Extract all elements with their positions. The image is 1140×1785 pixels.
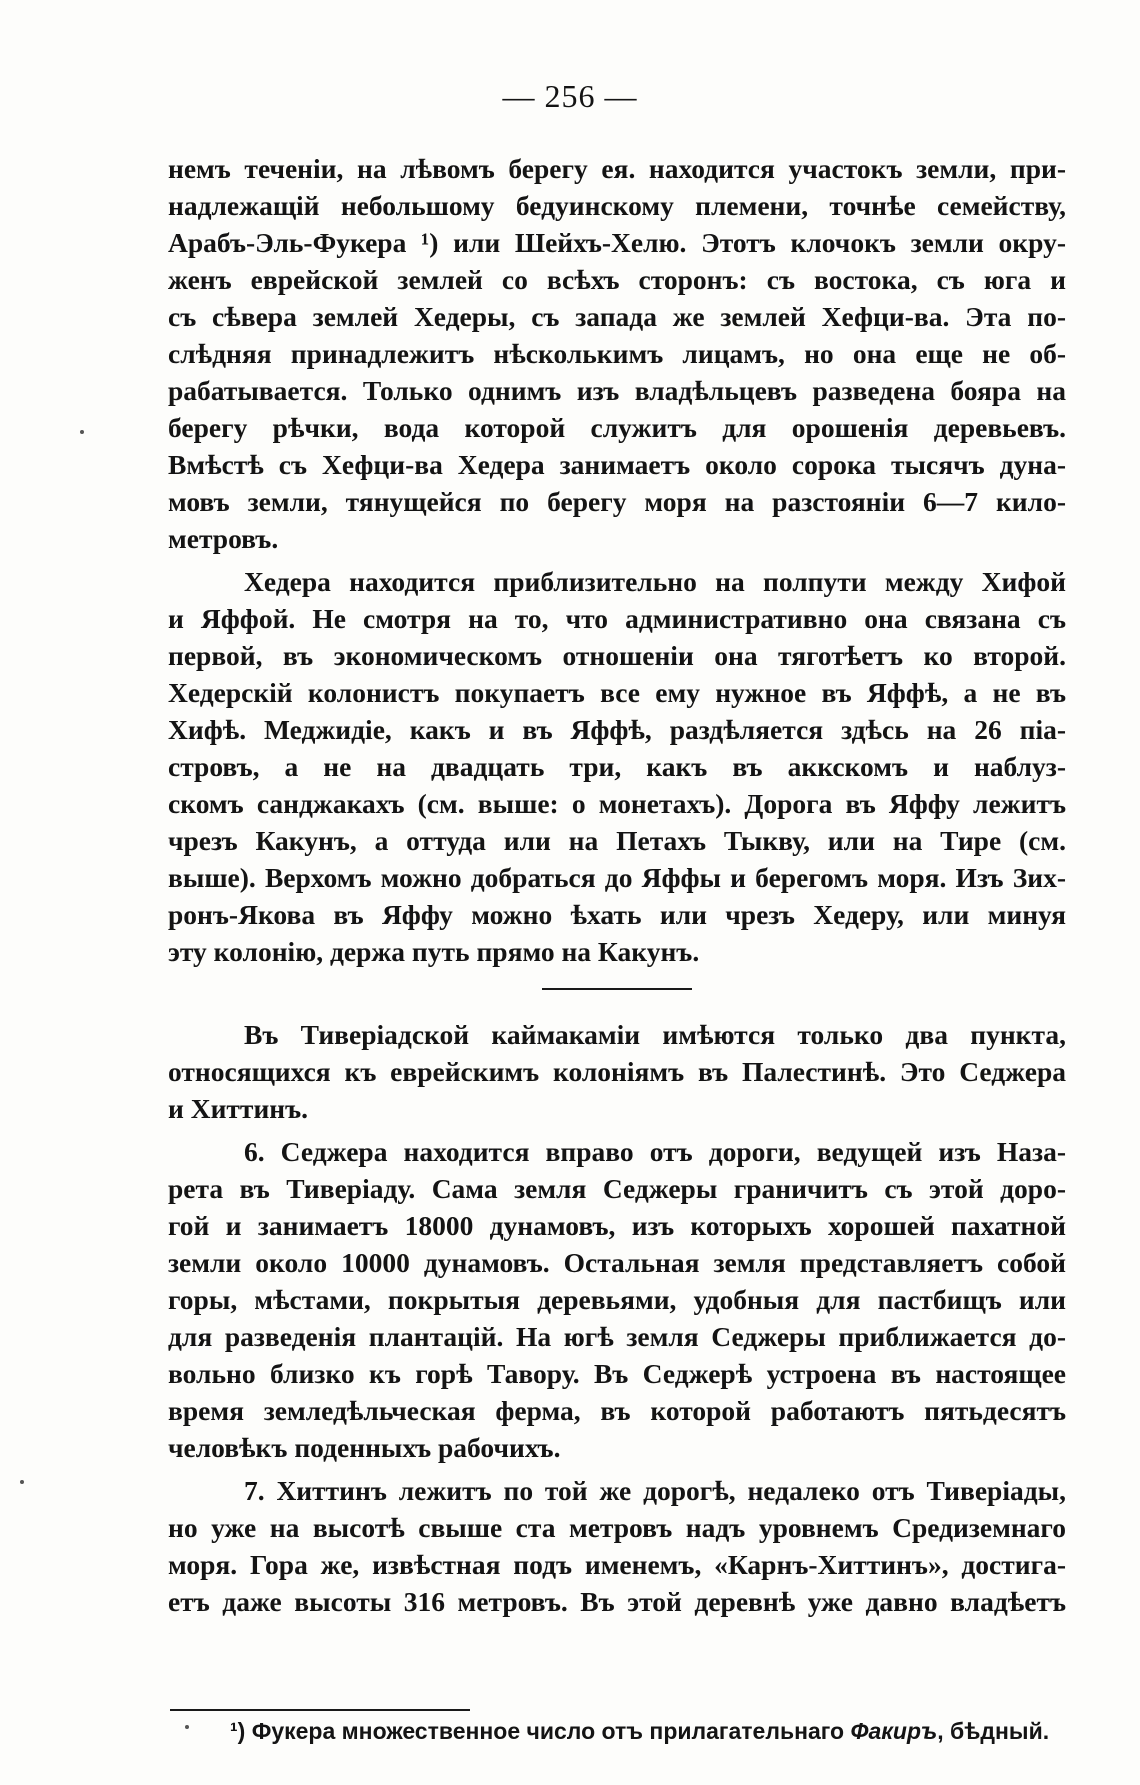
paragraph-2 [168, 563, 1066, 970]
text-line: для разведенiя плантацiй. На югѣ земля Седжеры приближается до- [168, 1321, 1066, 1352]
text-line: рета въ Тиверiаду. Сама земля Седжеры граничитъ съ этой доро- [168, 1173, 1066, 1204]
text-line: земли около 10000 дунамовъ. Остальная земля представляетъ собой [168, 1247, 1066, 1278]
section-separator [542, 988, 692, 990]
text-line: эту колонiю, держа путь прямо на Какунъ. [168, 936, 700, 967]
paragraph-5 [168, 1472, 1066, 1620]
footnote-tail: , бѣдный. [937, 1718, 1050, 1744]
text-line: чрезъ Какунъ, а оттуда или на Петахъ Тыкву, или на Тире (см. [168, 825, 1066, 856]
text-line: съ сѣвера землей Хедеры, съ запада же землей Хефци-ва. Эта по- [168, 301, 1066, 332]
text-line: женъ еврейской землей со всѣхъ сторонъ: съ востока, съ юга и [168, 264, 1066, 295]
text-line: 6. Седжера находится вправо отъ дороги, ведущей изъ Наза- [244, 1136, 1066, 1167]
paragraph-4 [168, 1133, 1066, 1466]
text-line: Хедерскiй колонистъ покупаетъ все ему нужное въ Яффѣ, а не въ [168, 677, 1066, 708]
footnote-text: ¹) Фукера множественное число отъ прилагательнаго [230, 1718, 845, 1744]
page-speck [185, 1725, 189, 1729]
text-line: метровъ. [168, 523, 279, 554]
text-line: человѣкъ поденныхъ рабочихъ. [168, 1432, 561, 1463]
paragraph-3 [168, 1016, 1066, 1127]
text-line: и Яффой. Не смотря на то, что административно она связана съ [168, 603, 1066, 634]
text-line: мовъ земли, тянущейся по берегу моря на разстоянiи 6—7 кило- [168, 486, 1066, 517]
text-line: и Хиттинъ. [168, 1093, 309, 1124]
body-text [168, 150, 1066, 1620]
footnote [230, 1718, 1080, 1745]
page-number: — 256 — [502, 78, 638, 114]
footnote-rule [170, 1709, 470, 1711]
text-line: рабатывается. Только однимъ изъ владѣльцевъ разведена бояра на [168, 375, 1066, 406]
text-line: етъ даже высоты 316 метровъ. Въ этой деревнѣ уже давно владѣетъ [168, 1586, 1066, 1617]
text-line: но уже на высотѣ свыше ста метровъ надъ уровнемъ Средиземнаго [168, 1512, 1066, 1543]
text-line: горы, мѣстами, покрытыя деревьями, удобныя для пастбищъ или [168, 1284, 1066, 1315]
page-speck [80, 430, 84, 434]
text-line: моря. Гора же, извѣстная подъ именемъ, «Карнъ-Хиттинъ», достига- [168, 1549, 1066, 1580]
text-line: стровъ, а не на двадцать три, какъ въ аккскомъ и наблуз- [168, 751, 1066, 782]
text-line: относящихся къ еврейскимъ колонiямъ въ Палестинѣ. Это Седжера [168, 1056, 1066, 1087]
text-line: время земледѣльческая ферма, въ которой работаютъ пятьдесятъ [168, 1395, 1066, 1426]
paragraph-1 [168, 150, 1066, 557]
text-line: немъ теченiи, на лѣвомъ берегу ея. находится участокъ земли, при- [168, 153, 1066, 184]
text-line: выше). Верхомъ можно добраться до Яффы и берегомъ моря. Изъ Зих- [168, 862, 1066, 893]
text-line: слѣдняя принадлежитъ нѣсколькимъ лицамъ, но она еще не об- [168, 338, 1066, 369]
text-line: гой и занимаетъ 18000 дунамовъ, изъ которыхъ хорошей пахатной [168, 1210, 1066, 1241]
footnote-emphasis: Факиръ [850, 1718, 938, 1744]
text-line: Хедера находится приблизительно на полпути между Хифой [244, 566, 1066, 597]
text-line: Хифѣ. Меджидiе, какъ и въ Яффѣ, раздѣляется здѣсь на 26 пia- [168, 714, 1066, 745]
text-line: берегу рѣчки, вода которой служитъ для орошенiя деревьевъ. [168, 412, 1066, 443]
text-line: вольно близко къ горѣ Тавору. Въ Седжерѣ устроена въ настоящее [168, 1358, 1066, 1389]
text-line: первой, въ экономическомъ отношенiи она тяготѣетъ ко второй. [168, 640, 1066, 671]
text-line: ронъ-Якова въ Яффу можно ѣхать или чрезъ Хедеру, или минуя [168, 899, 1066, 930]
text-line: 7. Хиттинъ лежитъ по той же дорогѣ, недалеко отъ Тиверiады, [244, 1475, 1066, 1506]
text-line: Вмѣстѣ съ Хефци-ва Хедера занимаетъ около сорока тысячъ дуна- [168, 449, 1066, 480]
text-line: надлежащiй небольшому бедуинскому племени, точнѣе семейству, [168, 190, 1066, 221]
text-line: скомъ санджакахъ (см. выше: о монетахъ). Дорога въ Яффу лежитъ [168, 788, 1066, 819]
text-line: Въ Тиверiадской каймакамiи имѣются только два пункта, [244, 1019, 1066, 1050]
text-line: Арабъ-Эль-Фукера ¹) или Шейхъ-Хелю. Этотъ клочокъ земли окру- [168, 227, 1066, 258]
page-speck [20, 1480, 24, 1484]
